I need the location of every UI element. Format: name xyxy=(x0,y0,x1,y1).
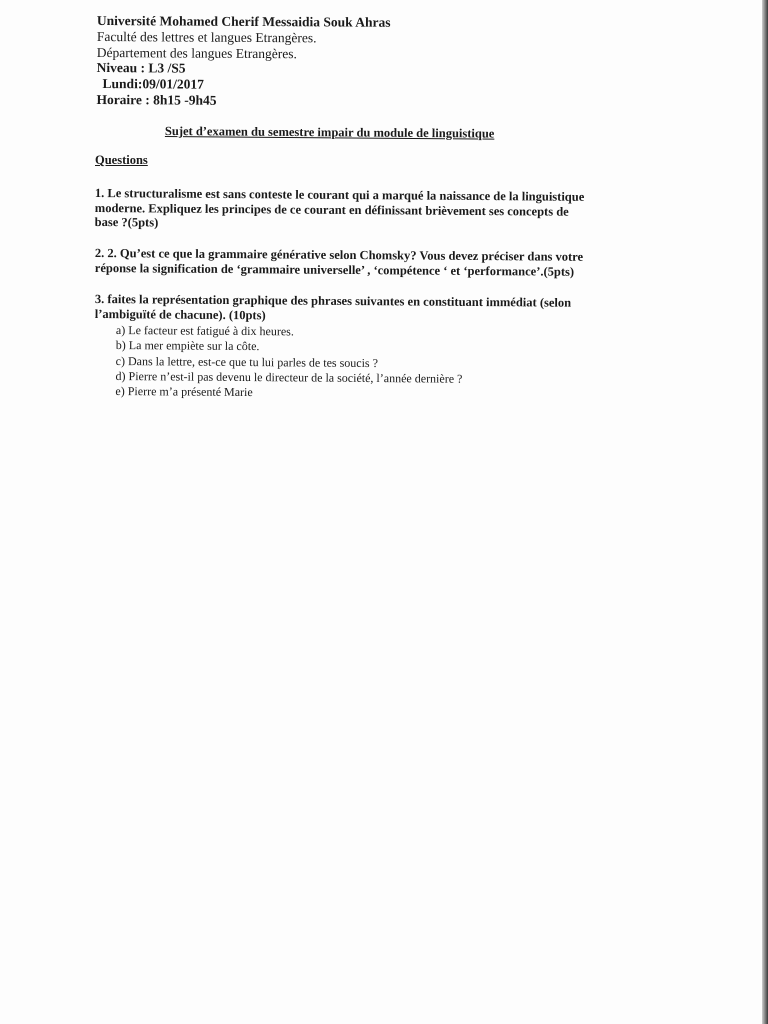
question-3-sentence-list xyxy=(115,323,462,402)
faculty-name: Faculté des lettres et langues Etrangères. xyxy=(96,28,317,46)
date-line: Lundi:09/01/2017 xyxy=(102,76,204,92)
question-2-line-2: réponse la signification de ‘grammaire universelle’ , ‘compétence ‘ et ‘performance’.(5pts) xyxy=(94,260,575,279)
question-3-line-2: l’ambiguïté de chacune). (10pts) xyxy=(94,306,266,322)
scan-edge-shadow xyxy=(762,0,768,1024)
university-name: Université Mohamed Cherif Messaidia Souk Ahras xyxy=(96,13,391,30)
sentence-item-d: d) Pierre n’est-il pas devenu le directeur de la société, l’année dernière ? xyxy=(115,368,463,386)
schedule-line: Horaire : 8h15 -9h45 xyxy=(96,91,217,108)
question-1-line-1: 1. Le structuralisme est sans conteste le courant qui a marqué la naissance de la linguistique xyxy=(94,186,585,204)
question-2 xyxy=(95,246,675,280)
sentence-item-e: e) Pierre m’a présenté Marie xyxy=(115,384,253,400)
questions-heading: Questions xyxy=(95,153,148,167)
exam-title: Sujet d’examen du semestre impair du module de linguistique xyxy=(164,124,495,141)
sentence-item-b: b) La mer empiète sur la côte. xyxy=(115,338,260,354)
question-2-line-1: 2. 2. Qu’est ce que la grammaire générative selon Chomsky? Vous devez préciser dans votre xyxy=(94,246,584,264)
question-3-line-1: 3. faites la représentation graphique des phrases suivantes en constituant immédiat (selon xyxy=(94,292,572,310)
question-1-line-2: moderne. Expliquez les principes de ce courant en définissant brièvement ses concepts de xyxy=(94,200,569,219)
question-3 xyxy=(95,292,670,326)
question-1 xyxy=(95,186,670,234)
department-name: Département des langues Etrangères. xyxy=(96,44,297,61)
question-1-line-3: base ?(5pts) xyxy=(94,214,159,230)
sentence-item-a: a) Le facteur est fatigué à dix heures. xyxy=(115,323,294,339)
level-line: Niveau : L3 /S5 xyxy=(96,60,186,76)
sentence-item-c: c) Dans la lettre, est-ce que tu lui parles de tes soucis ? xyxy=(115,353,379,370)
document-header xyxy=(96,13,390,110)
